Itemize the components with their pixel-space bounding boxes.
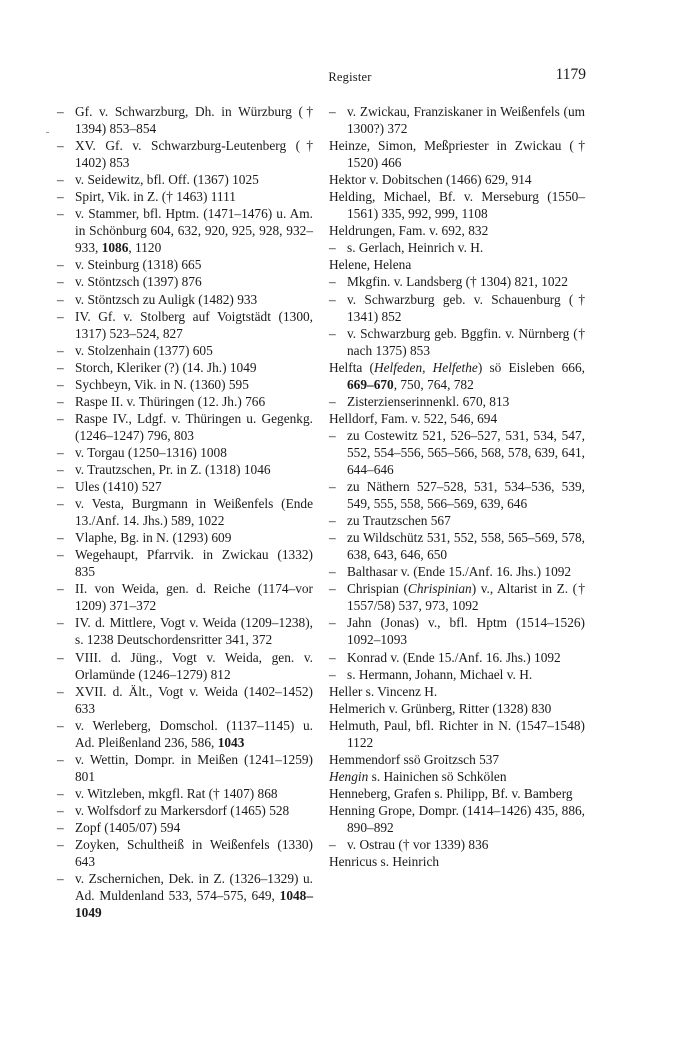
index-subentry: – zu Trautzschen 567 <box>329 513 451 529</box>
index-subentry: – v. Torgau (1250–1316) 1008 <box>57 444 227 460</box>
index-subentry: – IV. d. Mittlere, Vogt v. Weida (1209–1238), s. 1238 Deutschordensritter 341, 372 <box>57 615 313 648</box>
italic-variant: Chrispinian <box>407 581 472 597</box>
subentry-dash: – <box>57 274 64 290</box>
index-subentry: – s. Hermann, Johann, Michael v. H. <box>329 666 533 682</box>
index-subentry: – v. Werleberg, Domschol. (1137–1145) u. Ad. Pleißenland 236, 586, 1043 <box>57 717 313 750</box>
index-entry: Hengin s. Hainichen sö Schkölen <box>329 768 507 784</box>
index-subentry: – zu Wildschütz 531, 552, 558, 565–569, 578, 638, 643, 646, 650 <box>329 530 585 563</box>
index-subentry: – Zisterzienserinnenkl. 670, 813 <box>329 393 510 409</box>
index-subentry: – Konrad v. (Ende 15./Anf. 16. Jhs.) 1092 <box>329 649 561 665</box>
index-subentry: – v. Stöntzsch zu Auligk (1482) 933 <box>57 291 258 307</box>
index-subentry: – v. Zschernichen, Dek. in Z. (1326–1329) u. Ad. Muldenland 533, 574–575, 649, 1048–1049 <box>57 871 313 921</box>
index-entry: Heller s. Vincenz H. <box>329 683 438 699</box>
page-number: 1179 <box>555 66 586 83</box>
subentry-dash: – <box>57 257 64 273</box>
subentry-dash: – <box>57 376 64 392</box>
index-entry: Henneberg, Grafen s. Philipp, Bf. v. Bamberg <box>329 785 573 801</box>
index-subentry: – zu Näthern 527–528, 531, 534–536, 539, 549, 555, 558, 566–569, 639, 646 <box>329 479 585 512</box>
index-subentry: – v. Zwickau, Franziskaner in Weißenfels (um 1300?) 372 <box>329 104 585 137</box>
index-subentry: – v. Schwarzburg geb. v. Schauenburg († 1341) 852 <box>329 291 585 324</box>
index-subentry: – v. Stöntzsch (1397) 876 <box>57 274 202 290</box>
subentry-dash: – <box>329 837 336 853</box>
subentry-dash: – <box>57 189 64 205</box>
index-entry: Helmerich v. Grünberg, Ritter (1328) 830 <box>329 700 552 716</box>
subentry-dash: – <box>329 274 336 290</box>
subentry-dash: – <box>57 444 64 460</box>
index-subentry: – Balthasar v. (Ende 15./Anf. 16. Jhs.) 1092 <box>329 564 572 580</box>
subentry-dash: – <box>329 393 336 409</box>
index-subentry: – v. Wolfsdorf zu Markersdorf (1465) 528 <box>57 802 290 818</box>
index-subentry: – Ules (1410) 527 <box>57 479 162 495</box>
index-subentry: – v. Schwarzburg geb. Bggfin. v. Nürnberg († nach 1375) 853 <box>329 325 585 358</box>
subentry-dash: – <box>57 359 64 375</box>
subentry-dash: – <box>57 138 64 154</box>
index-subentry: – VIII. d. Jüng., Vogt v. Weida, gen. v. Orlamünde (1246–1279) 812 <box>57 649 313 682</box>
subentry-dash: – <box>57 717 64 733</box>
subentry-dash: – <box>57 342 64 358</box>
bold-page-ref: 1043 <box>217 734 245 750</box>
subentry-dash: – <box>57 496 64 512</box>
index-subentry: – XVII. d. Ält., Vogt v. Weida (1402–1452) 633 <box>57 683 313 716</box>
subentry-dash: – <box>57 871 64 887</box>
index-subentry: – v. Vesta, Burgmann in Weißenfels (Ende 13./Anf. 14. Jhs.) 589, 1022 <box>57 496 313 529</box>
italic-variant: Helfeden, Helfethe <box>373 359 478 375</box>
subentry-dash: – <box>57 785 64 801</box>
subentry-dash: – <box>329 564 336 580</box>
index-subentry: – Storch, Kleriker (?) (14. Jh.) 1049 <box>57 359 257 375</box>
subentry-dash: – <box>329 104 336 119</box>
index-subentry: – Raspe II. v. Thüringen (12. Jh.) 766 <box>57 393 266 409</box>
index-subentry: – Gf. v. Schwarzburg, Dh. in Würzburg († 1394) 853–854 <box>57 104 313 137</box>
index-subentry: – Mkgfin. v. Landsberg († 1304) 821, 1022 <box>329 274 568 290</box>
index-entry: Helene, Helena <box>329 257 412 273</box>
subentry-dash: – <box>329 581 336 597</box>
bold-page-ref: 669–670 <box>347 376 394 392</box>
subentry-dash: – <box>329 291 336 307</box>
subentry-dash: – <box>329 240 336 256</box>
margin-mark <box>46 132 49 133</box>
index-column-right <box>329 103 585 870</box>
subentry-dash: – <box>57 837 64 853</box>
subentry-dash: – <box>57 461 64 477</box>
subentry-dash: – <box>57 649 64 665</box>
subentry-dash: – <box>329 649 336 665</box>
index-subentry: – Jahn (Jonas) v., bfl. Hptm (1514–1526) 1092–1093 <box>329 615 585 648</box>
index-subentry: – v. Wettin, Dompr. in Meißen (1241–1259) 801 <box>57 751 313 784</box>
subentry-dash: – <box>57 308 64 324</box>
index-subentry: – Spirt, Vik. in Z. († 1463) 1111 <box>57 189 236 205</box>
index-entry: Helldorf, Fam. v. 522, 546, 694 <box>329 410 498 426</box>
subentry-dash: – <box>57 291 64 307</box>
running-header-title: Register <box>328 70 372 84</box>
subentry-dash: – <box>329 513 336 529</box>
subentry-dash: – <box>329 325 336 341</box>
index-subentry: – v. Stolzenhain (1377) 605 <box>57 342 213 358</box>
index-subentry: – Zopf (1405/07) 594 <box>57 819 181 835</box>
subentry-dash: – <box>329 615 336 631</box>
subentry-dash: – <box>329 530 336 546</box>
subentry-dash: – <box>57 410 64 426</box>
subentry-dash: – <box>57 393 64 409</box>
index-entry: Hektor v. Dobitschen (1466) 629, 914 <box>329 172 532 188</box>
index-subentry: – Sychbeyn, Vik. in N. (1360) 595 <box>57 376 249 392</box>
subentry-dash: – <box>57 530 64 546</box>
index-entry: Heinze, Simon, Meßpriester in Zwickau († 1520) 466 <box>329 138 585 171</box>
bold-page-ref: 1048–1049 <box>75 888 313 921</box>
subentry-dash: – <box>329 666 336 682</box>
index-entry: Henricus s. Heinrich <box>329 854 440 870</box>
subentry-dash: – <box>329 479 336 495</box>
index-subentry: – v. Seidewitz, bfl. Off. (1367) 1025 <box>57 172 259 188</box>
subentry-dash: – <box>57 479 64 495</box>
index-subentry: – Raspe IV., Ldgf. v. Thüringen u. Gegenkg. (1246–1247) 796, 803 <box>57 410 313 443</box>
subentry-dash: – <box>57 802 64 818</box>
subentry-dash: – <box>57 104 64 119</box>
subentry-dash: – <box>57 206 64 222</box>
index-subentry: – v. Trautzschen, Pr. in Z. (1318) 1046 <box>57 461 271 477</box>
subentry-dash: – <box>57 683 64 699</box>
subentry-dash: – <box>57 172 64 188</box>
index-subentry: – v. Ostrau († vor 1339) 836 <box>329 837 489 853</box>
index-subentry: – v. Witzleben, mkgfl. Rat († 1407) 868 <box>57 785 278 801</box>
index-subentry: – Chrispian (Chrispinian) v., Altarist in Z. († 1557/58) 537, 973, 1092 <box>329 581 586 614</box>
index-column-left <box>57 103 313 921</box>
index-subentry: – IV. Gf. v. Stolberg auf Voigtstädt (1300, 1317) 523–524, 827 <box>57 308 313 341</box>
italic-variant: Hengin <box>329 768 369 784</box>
bold-page-ref: 1086 <box>101 240 129 256</box>
index-subentry: – II. von Weida, gen. d. Reiche (1174–vor 1209) 371–372 <box>57 581 313 614</box>
index-subentry: – v. Stammer, bfl. Hptm. (1471–1476) u. Am. in Schönburg 604, 632, 920, 925, 928, 932–933, 1086, 1120 <box>57 206 313 256</box>
subentry-dash: – <box>57 581 64 597</box>
index-entry: Hemmendorf ssö Groitzsch 537 <box>329 751 500 767</box>
index-entry: Henning Grope, Dompr. (1414–1426) 435, 886, 890–892 <box>329 802 585 835</box>
index-entry: Heldrungen, Fam. v. 692, 832 <box>329 223 489 239</box>
index-subentry: – zu Costewitz 521, 526–527, 531, 534, 547, 552, 554–556, 565–566, 568, 578, 639, 641, 644–646 <box>329 427 585 477</box>
subentry-dash: – <box>57 547 64 563</box>
subentry-dash: – <box>329 427 336 443</box>
index-entry: Helmuth, Paul, bfl. Richter in N. (1547–1548) 1122 <box>329 717 585 750</box>
subentry-dash: – <box>57 751 64 767</box>
index-subentry: – Wegehaupt, Pfarrvik. in Zwickau (1332) 835 <box>57 547 313 580</box>
index-subentry: – v. Steinburg (1318) 665 <box>57 257 202 273</box>
index-subentry: – XV. Gf. v. Schwarzburg-Leutenberg († 1402) 853 <box>57 138 313 171</box>
subentry-dash: – <box>57 819 64 835</box>
index-entry: Helfta (Helfeden, Helfethe) sö Eisleben 666, 669–670, 750, 764, 782 <box>329 359 585 392</box>
subentry-dash: – <box>57 615 64 631</box>
index-entry: Helding, Michael, Bf. v. Merseburg (1550–1561) 335, 992, 999, 1108 <box>329 189 585 222</box>
index-subentry: – Vlaphe, Bg. in N. (1293) 609 <box>57 530 232 546</box>
index-subentry: – Zoyken, Schultheiß in Weißenfels (1330) 643 <box>57 837 313 870</box>
index-subentry: – s. Gerlach, Heinrich v. H. <box>329 240 484 256</box>
